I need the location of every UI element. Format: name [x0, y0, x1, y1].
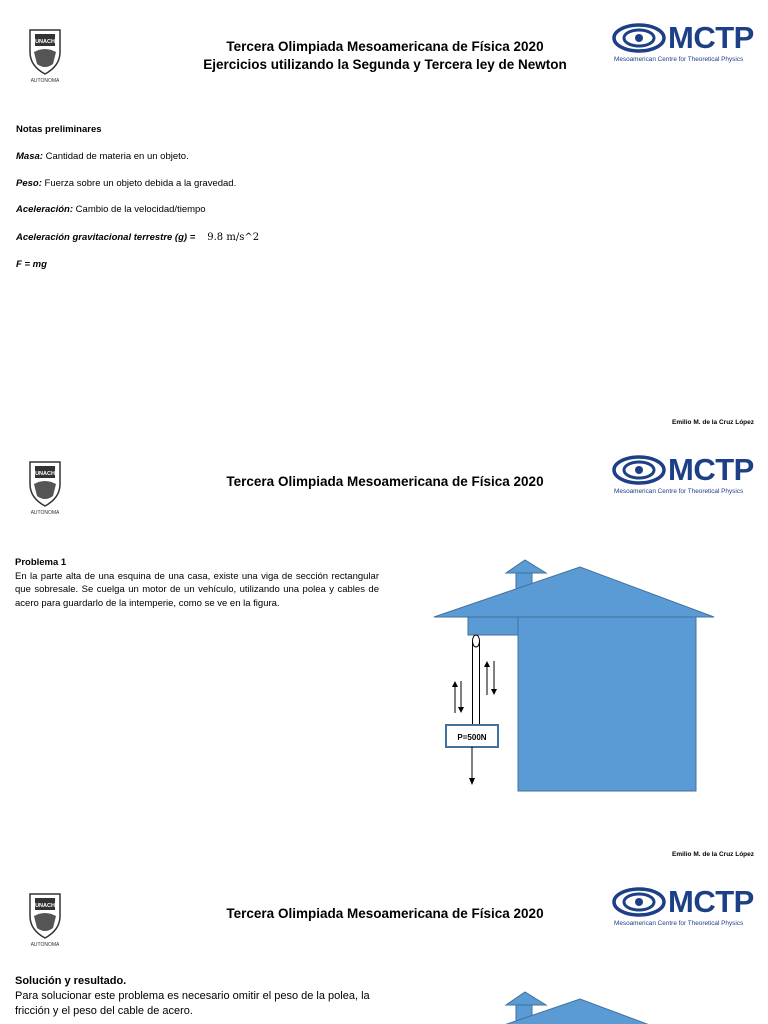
problem-text: En la parte alta de una esquina de una casa, existe una viga de sección rectangular que sobresale. Se cuelga un motor de un vehículo, utilizando una polea y cables de acero para guardarlo de la intemperie, como se ve en la figura.	[15, 570, 379, 609]
unach-logo-center-text: UNACH	[35, 39, 55, 45]
slide-1-title	[150, 38, 620, 74]
unach-logo-center-text: UNACH	[35, 471, 55, 477]
note-peso: Peso: Fuerza sobre un objeto debida a la gravedad.	[16, 178, 237, 189]
unach-logo-bottom-text: AUTONOMA	[30, 78, 60, 84]
eye-icon	[612, 454, 668, 488]
unach-logo	[14, 886, 76, 948]
slide-3-title: Tercera Olimpiada Mesoamericana de Física 2020	[226, 906, 544, 921]
problem-heading: Problema 1	[15, 557, 67, 568]
unach-logo-center-text: UNACH	[35, 903, 55, 909]
mctp-logo	[612, 886, 754, 930]
title-line-2: Ejercicios utilizando la Segunda y Tercera ley de Newton	[203, 57, 567, 72]
eye-icon	[612, 22, 668, 56]
slide-3	[0, 864, 768, 1024]
weight-label: P=500N	[457, 733, 487, 742]
solution-text: Para solucionar este problema es necesario omitir el peso de la polea, la fricción y el peso del cable de acero.	[15, 990, 370, 1017]
mctp-brand: MCTP	[668, 20, 754, 55]
note-formula: F = mg	[16, 259, 47, 270]
unach-logo	[14, 22, 76, 84]
mctp-brand: MCTP	[668, 452, 754, 487]
slide-2-title: Tercera Olimpiada Mesoamericana de Física 2020	[226, 474, 544, 489]
slide-1-footer: Emilio M. de la Cruz López	[672, 419, 754, 426]
house-diagram	[430, 557, 730, 802]
unach-logo	[14, 454, 76, 516]
note-aceleracion: Aceleración: Cambio de la velocidad/tiempo	[16, 204, 206, 215]
beam	[468, 617, 518, 635]
roof	[434, 567, 714, 617]
unach-logo-bottom-text: AUTONOMA	[30, 942, 60, 948]
mctp-logo	[612, 22, 754, 66]
mctp-subtitle: Mesoamerican Centre for Theoretical Physics	[614, 488, 744, 495]
pulley	[473, 635, 480, 647]
slide-2	[0, 432, 768, 864]
chimney-cap	[506, 560, 546, 573]
problem-1	[15, 556, 379, 610]
house-wall	[518, 617, 696, 791]
mctp-logo	[612, 454, 754, 498]
notes-heading: Notas preliminares	[16, 124, 102, 135]
solution-heading: Solución y resultado.	[15, 975, 127, 987]
mctp-brand: MCTP	[668, 884, 754, 919]
house-diagram-partial	[430, 989, 730, 1024]
unach-logo-bottom-text: AUTONOMA	[30, 510, 60, 516]
title-line-1: Tercera Olimpiada Mesoamericana de Física 2020	[226, 39, 544, 54]
solution	[15, 974, 395, 1019]
note-masa: Masa: Cantidad de materia en un objeto.	[16, 151, 189, 162]
eye-icon	[612, 886, 668, 920]
slide-1	[0, 0, 768, 432]
mctp-subtitle: Mesoamerican Centre for Theoretical Physics	[614, 56, 744, 63]
mctp-subtitle: Mesoamerican Centre for Theoretical Physics	[614, 920, 744, 927]
slide-2-footer: Emilio M. de la Cruz López	[672, 851, 754, 858]
note-gravedad: Aceleración gravitacional terrestre (g) = 9.8 m/s^2	[16, 232, 260, 243]
